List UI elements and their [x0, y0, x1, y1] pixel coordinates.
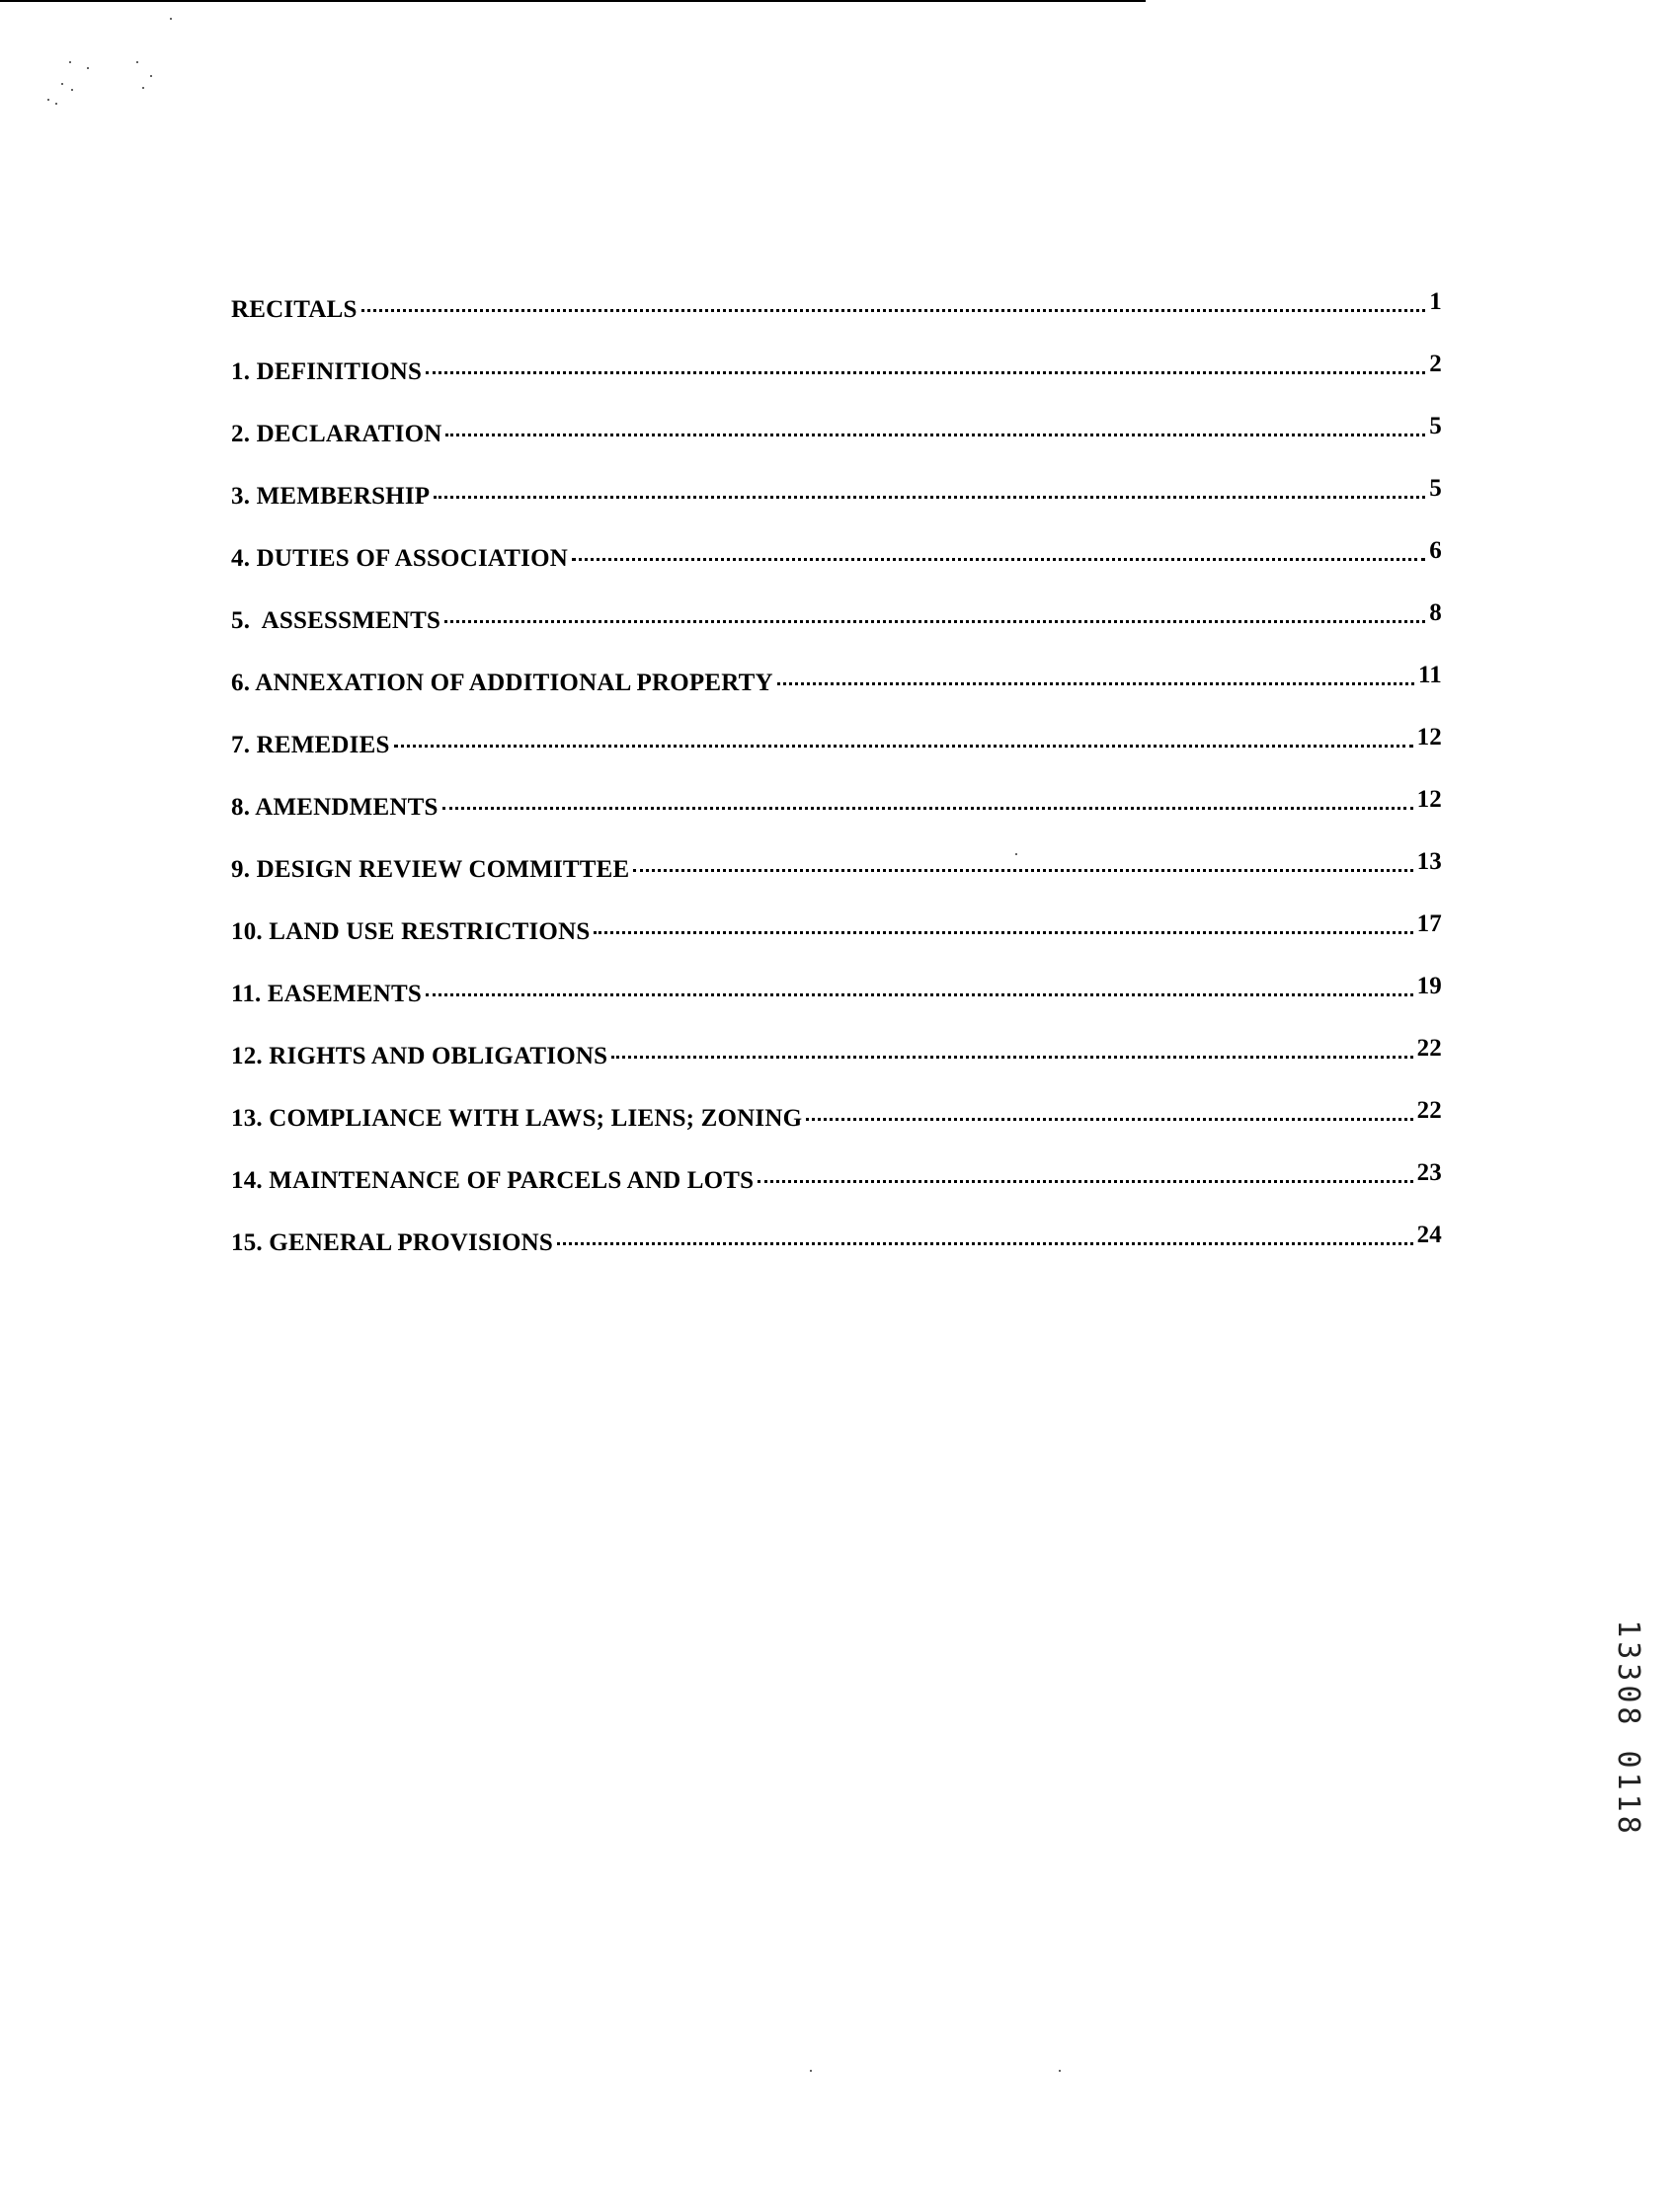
scan-speck [142, 87, 144, 89]
toc-entry [231, 724, 1442, 794]
toc-entry [231, 910, 1442, 981]
toc-entry [231, 475, 1442, 545]
toc-dot-leader [426, 993, 1413, 996]
scan-speck [810, 2070, 812, 2072]
toc-entry [231, 1097, 1442, 1167]
toc-entry-title: 5. ASSESSMENTS [231, 607, 441, 634]
recording-stamp-number: 13308 0118 [1610, 1619, 1645, 1838]
toc-entry-title: 14. MAINTENANCE OF PARCELS AND LOTS [231, 1167, 755, 1194]
toc-entry-page-number: 5 [1429, 475, 1442, 502]
toc-dot-leader [434, 496, 1425, 499]
toc-dot-leader [445, 434, 1425, 436]
toc-entry [231, 1222, 1442, 1292]
toc-entry-title: 7. REMEDIES [231, 732, 390, 758]
toc-entry-title: 4. DUTIES OF ASSOCIATION [231, 545, 568, 572]
toc-entry [231, 848, 1442, 918]
toc-entry-page-number: 17 [1416, 910, 1442, 937]
top-border-line [0, 0, 1146, 2]
scan-speck [47, 99, 49, 101]
toc-dot-leader [444, 620, 1425, 623]
toc-entry [231, 351, 1442, 421]
toc-dot-leader [633, 869, 1412, 872]
toc-entry-title: 13. COMPLIANCE WITH LAWS; LIENS; ZONING [231, 1105, 803, 1132]
toc-entry-title: 9. DESIGN REVIEW COMMITTEE [231, 856, 630, 883]
toc-entry-page-number: 23 [1416, 1159, 1442, 1186]
toc-entry [231, 288, 1442, 358]
toc-entry-title: 2. DECLARATION [231, 421, 442, 447]
toc-entry-page-number: 8 [1429, 599, 1442, 626]
table-of-contents [231, 288, 1442, 1292]
recording-stamp [1608, 1590, 1647, 1866]
scan-speck [55, 103, 57, 105]
scan-speck [1059, 2070, 1061, 2072]
toc-entry [231, 413, 1442, 483]
scan-speck [136, 61, 138, 63]
toc-entry-page-number: 5 [1429, 413, 1442, 439]
toc-entry-page-number: 6 [1429, 537, 1442, 564]
toc-dot-leader [572, 558, 1425, 561]
toc-entry [231, 786, 1442, 856]
toc-entry [231, 1159, 1442, 1229]
toc-entry-page-number: 13 [1416, 848, 1442, 875]
toc-entry-title: 8. AMENDMENTS [231, 794, 439, 821]
toc-entry-title: 3. MEMBERSHIP [231, 483, 431, 510]
toc-entry [231, 662, 1442, 732]
toc-dot-leader [806, 1118, 1412, 1121]
toc-dot-leader [361, 309, 1426, 312]
toc-entry-page-number: 11 [1417, 662, 1442, 688]
toc-entry-title: RECITALS [231, 296, 358, 323]
toc-entry-page-number: 12 [1416, 724, 1442, 750]
scan-speck [87, 67, 89, 69]
toc-entry-page-number: 22 [1416, 1097, 1442, 1124]
toc-entry-title: 12. RIGHTS AND OBLIGATIONS [231, 1043, 608, 1069]
scan-speck [71, 89, 73, 91]
toc-dot-leader [594, 931, 1412, 934]
toc-entry-title: 15. GENERAL PROVISIONS [231, 1229, 553, 1256]
toc-entry-page-number: 2 [1429, 351, 1442, 377]
toc-entry [231, 973, 1442, 1043]
scan-speck [150, 75, 152, 77]
scan-speck [170, 18, 172, 20]
toc-entry-page-number: 19 [1416, 973, 1442, 999]
toc-dot-leader [557, 1242, 1413, 1245]
toc-entry-page-number: 24 [1416, 1222, 1442, 1248]
toc-dot-leader [394, 745, 1413, 748]
toc-entry-page-number: 22 [1416, 1035, 1442, 1062]
toc-dot-leader [611, 1056, 1412, 1059]
toc-entry-title: 11. EASEMENTS [231, 981, 422, 1007]
toc-entry [231, 537, 1442, 607]
toc-dot-leader [426, 371, 1425, 374]
toc-entry-title: 10. LAND USE RESTRICTIONS [231, 918, 591, 945]
toc-dot-leader [758, 1180, 1412, 1183]
toc-dot-leader [777, 682, 1414, 685]
toc-entry-page-number: 1 [1429, 288, 1442, 315]
scan-speck [69, 61, 71, 63]
toc-entry-title: 6. ANNEXATION OF ADDITIONAL PROPERTY [231, 670, 773, 696]
scan-speck [61, 83, 63, 85]
toc-entry-page-number: 12 [1416, 786, 1442, 813]
toc-entry [231, 599, 1442, 670]
toc-dot-leader [442, 807, 1413, 810]
toc-entry-title: 1. DEFINITIONS [231, 358, 423, 385]
toc-entry [231, 1035, 1442, 1105]
